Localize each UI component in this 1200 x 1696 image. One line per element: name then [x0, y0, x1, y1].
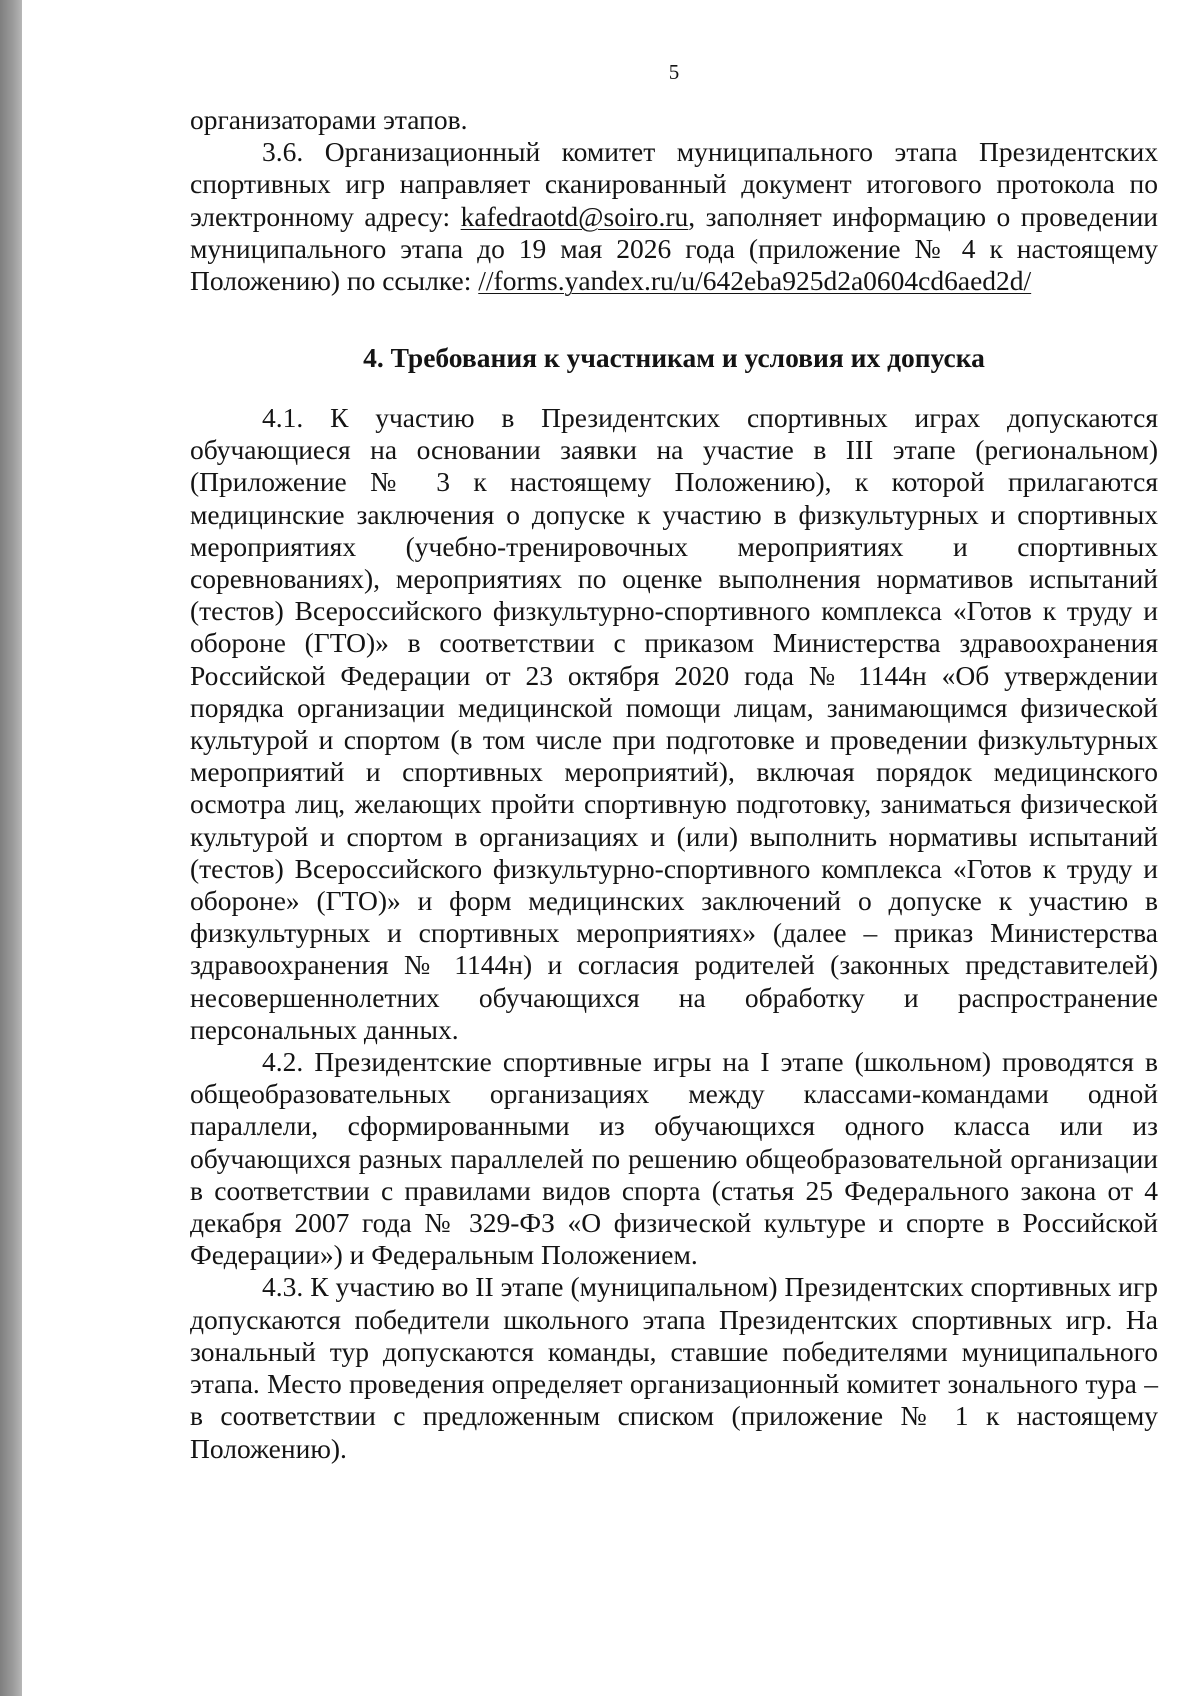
paragraph-4-3: 4.3. К участию во II этапе (муниципальном) Президентских спортивных игр допускаются победители школьного этапа Президентских спортивных игр. На зональный тур допускаются команды, ставшие победителями муниципального этапа. Место проведения определяет организационный комитет зонального тура – в соответствии с предложенным списком (приложение № 1 к настоящему Положению).	[190, 1271, 1158, 1464]
email-link[interactable]: kafedraotd@soiro.ru	[460, 200, 689, 232]
form-link[interactable]: //forms.yandex.ru/u/642eba925d2a0604cd6aed2d/	[478, 265, 1032, 297]
paragraph-3-6-middle: , заполняет информацию о проведении муниципального этапа до 19 мая 2026 года (приложение № 4 к настоящему Положению) по ссылке:	[190, 200, 1159, 297]
document-page	[22, 0, 1200, 1696]
scan-border	[0, 0, 22, 1696]
paragraph-4-1: 4.1. К участию в Президентских спортивных играх допускаются обучающиеся на основании заявки на участие в III этапе (региональном) (Приложение № 3 к настоящему Положению), к которой прилагаются медицинские заключения о допуске к участию в физкультурных и спортивных мероприятиях (учебно-тренировочных мероприятиях и спортивных соревнованиях), мероприятиях по оценке выполнения нормативов испытаний (тестов) Всероссийского физкультурно-спортивного комплекса «Готов к труду и обороне (ГТО)» в соответствии с приказом Министерства здравоохранения Российской Федерации от 23 октября 2020 года № 1144н «Об утверждении порядка организации медицинской помощи лицам, занимающимся физической культурой и спортом (в том числе при подготовке и проведении физкультурных мероприятий и спортивных мероприятий), включая порядок медицинского осмотра лиц, желающих пройти спортивную подготовку, заниматься физической культурой и спортом в организациях и (или) выполнить нормативы испытаний (тестов) Всероссийского физкультурно-спортивного комплекса «Готов к труду и обороне» (ГТО)» и форм медицинских заключений о допуске к участию в физкультурных и спортивных мероприятиях» (далее – приказ Министерства здравоохранения № 1144н) и согласия родителей (законных представителей) несовершеннолетних обучающихся на обработку и распространение персональных данных.	[190, 402, 1158, 1045]
paragraph-3-6-prefix: 3.6. Организационный комитет муниципального этапа Президентских спортивных игр направляет сканированный документ итогового протокола по электронному адресу:	[190, 136, 1158, 232]
paragraph-3-6	[190, 136, 1158, 297]
paragraph-4-2: 4.2. Президентские спортивные игры на I этапе (школьном) проводятся в общеобразовательных организациях между классами-командами одной параллели, сформированными из обучающихся одного класса или из обучающихся разных параллелей по решению общеобразовательной организации в соответствии с правилами видов спорта (статья 25 Федерального закона от 4 декабря 2007 года № 329-ФЗ «О физической культуре и спорте в Российской Федерации») и Федеральным Положением.	[190, 1046, 1158, 1271]
continuation-line: организаторами этапов.	[190, 104, 468, 135]
page-number: 5	[668, 60, 680, 84]
section-title: 4. Требования к участникам и условия их допуска	[363, 342, 985, 373]
intro-block	[190, 104, 1158, 297]
section-body	[190, 402, 1158, 1465]
